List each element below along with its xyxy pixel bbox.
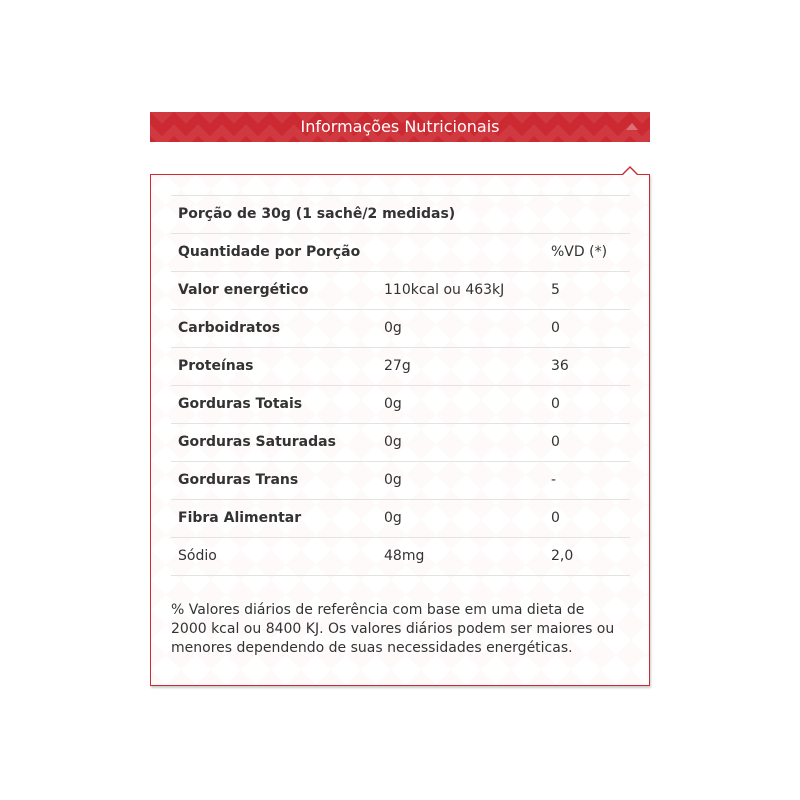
nutrient-label: Gorduras Trans bbox=[178, 472, 299, 488]
table-row bbox=[171, 386, 630, 424]
nutrient-label: Carboidratos bbox=[178, 320, 281, 336]
portion-label: Porção de 30g (1 sachê/2 medidas) bbox=[178, 206, 456, 222]
nutrient-dv: 5 bbox=[551, 282, 560, 298]
nutrition-panel bbox=[150, 112, 650, 686]
nutrient-amount: 0g bbox=[384, 320, 402, 336]
panel-title: Informações Nutricionais bbox=[300, 117, 500, 136]
nutrient-amount: 27g bbox=[384, 358, 411, 374]
nutrient-amount: 48mg bbox=[384, 548, 425, 564]
nutrient-label: Gorduras Totais bbox=[178, 396, 303, 412]
table-header-row bbox=[171, 234, 630, 272]
table-row bbox=[171, 500, 630, 538]
table-row bbox=[171, 310, 630, 348]
nutrient-amount: 110kcal ou 463kJ bbox=[384, 282, 505, 298]
nutrient-label: Proteínas bbox=[178, 358, 254, 374]
nutrient-dv: 36 bbox=[551, 358, 569, 374]
nutrition-body bbox=[150, 174, 650, 686]
panel-header[interactable] bbox=[150, 112, 650, 142]
nutrient-label: Fibra Alimentar bbox=[178, 510, 302, 526]
nutrient-dv: - bbox=[551, 472, 557, 488]
nutrient-dv: 2,0 bbox=[551, 548, 574, 564]
quantity-header: Quantidade por Porção bbox=[178, 244, 361, 260]
collapse-caret-icon[interactable] bbox=[626, 123, 638, 130]
nutrient-amount: 0g bbox=[384, 510, 402, 526]
nutrient-dv: 0 bbox=[551, 396, 560, 412]
nutrient-dv: 0 bbox=[551, 434, 560, 450]
table-row bbox=[171, 272, 630, 310]
nutrient-label: Valor energético bbox=[178, 282, 309, 298]
nutrient-dv: 0 bbox=[551, 510, 560, 526]
portion-row bbox=[171, 196, 630, 234]
nutrient-amount: 0g bbox=[384, 472, 402, 488]
nutrient-label: Gorduras Saturadas bbox=[178, 434, 336, 450]
nutrient-dv: 0 bbox=[551, 320, 560, 336]
nutrient-label: Sódio bbox=[178, 548, 217, 564]
table-row bbox=[171, 462, 630, 500]
table-row bbox=[171, 348, 630, 386]
table-row bbox=[171, 424, 630, 462]
table-row bbox=[171, 538, 630, 576]
footnote: % Valores diários de referência com base em uma dieta de 2000 kcal ou 8400 KJ. Os valores diários podem ser maiores ou menores dependendo de suas necessidades energéticas. bbox=[171, 602, 615, 656]
nutrient-amount: 0g bbox=[384, 396, 402, 412]
nutrition-table bbox=[171, 195, 630, 576]
dv-header: %VD (*) bbox=[551, 244, 608, 260]
nutrient-amount: 0g bbox=[384, 434, 402, 450]
pointer-notch-fill bbox=[622, 168, 638, 176]
